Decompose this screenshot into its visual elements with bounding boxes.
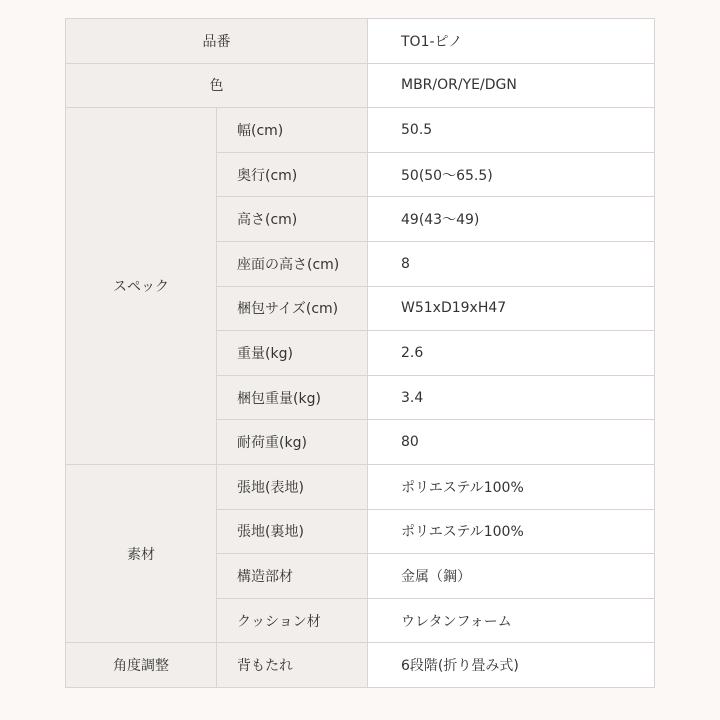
material-label: クッション材 [217,598,368,643]
group-label-spec: スペック [66,108,217,465]
spec-value: W51xD19xH47 [368,286,655,331]
value-hinban: TO1-ピノ [368,19,655,64]
spec-label: 奥行(cm) [217,152,368,197]
spec-value: 50(50〜65.5) [368,152,655,197]
spec-value: 3.4 [368,375,655,420]
material-value: ポリエステル100% [368,464,655,509]
spec-value: 80 [368,420,655,465]
label-hinban: 品番 [66,19,368,64]
angle-label: 背もたれ [217,643,368,688]
angle-value: 6段階(折り畳み式) [368,643,655,688]
label-color: 色 [66,63,368,108]
spec-label: 高さ(cm) [217,197,368,242]
spec-value: 50.5 [368,108,655,153]
row-angle-backrest [66,643,655,688]
spec-label: 重量(kg) [217,331,368,376]
spec-label: 幅(cm) [217,108,368,153]
material-label: 構造部材 [217,554,368,599]
material-value: 金属（鋼） [368,554,655,599]
spec-value: 49(43〜49) [368,197,655,242]
spec-value: 2.6 [368,331,655,376]
spec-label: 梱包サイズ(cm) [217,286,368,331]
spec-label: 耐荷重(kg) [217,420,368,465]
material-label: 張地(表地) [217,464,368,509]
group-label-angle: 角度調整 [66,643,217,688]
spec-table [65,18,655,688]
spec-label: 梱包重量(kg) [217,375,368,420]
material-value: ポリエステル100% [368,509,655,554]
group-label-material: 素材 [66,464,217,642]
row-material-outer [66,464,655,509]
spec-value: 8 [368,241,655,286]
row-color [66,63,655,108]
value-color: MBR/OR/YE/DGN [368,63,655,108]
material-label: 張地(裏地) [217,509,368,554]
row-spec-width [66,108,655,153]
row-hinban [66,19,655,64]
spec-label: 座面の高さ(cm) [217,241,368,286]
material-value: ウレタンフォーム [368,598,655,643]
